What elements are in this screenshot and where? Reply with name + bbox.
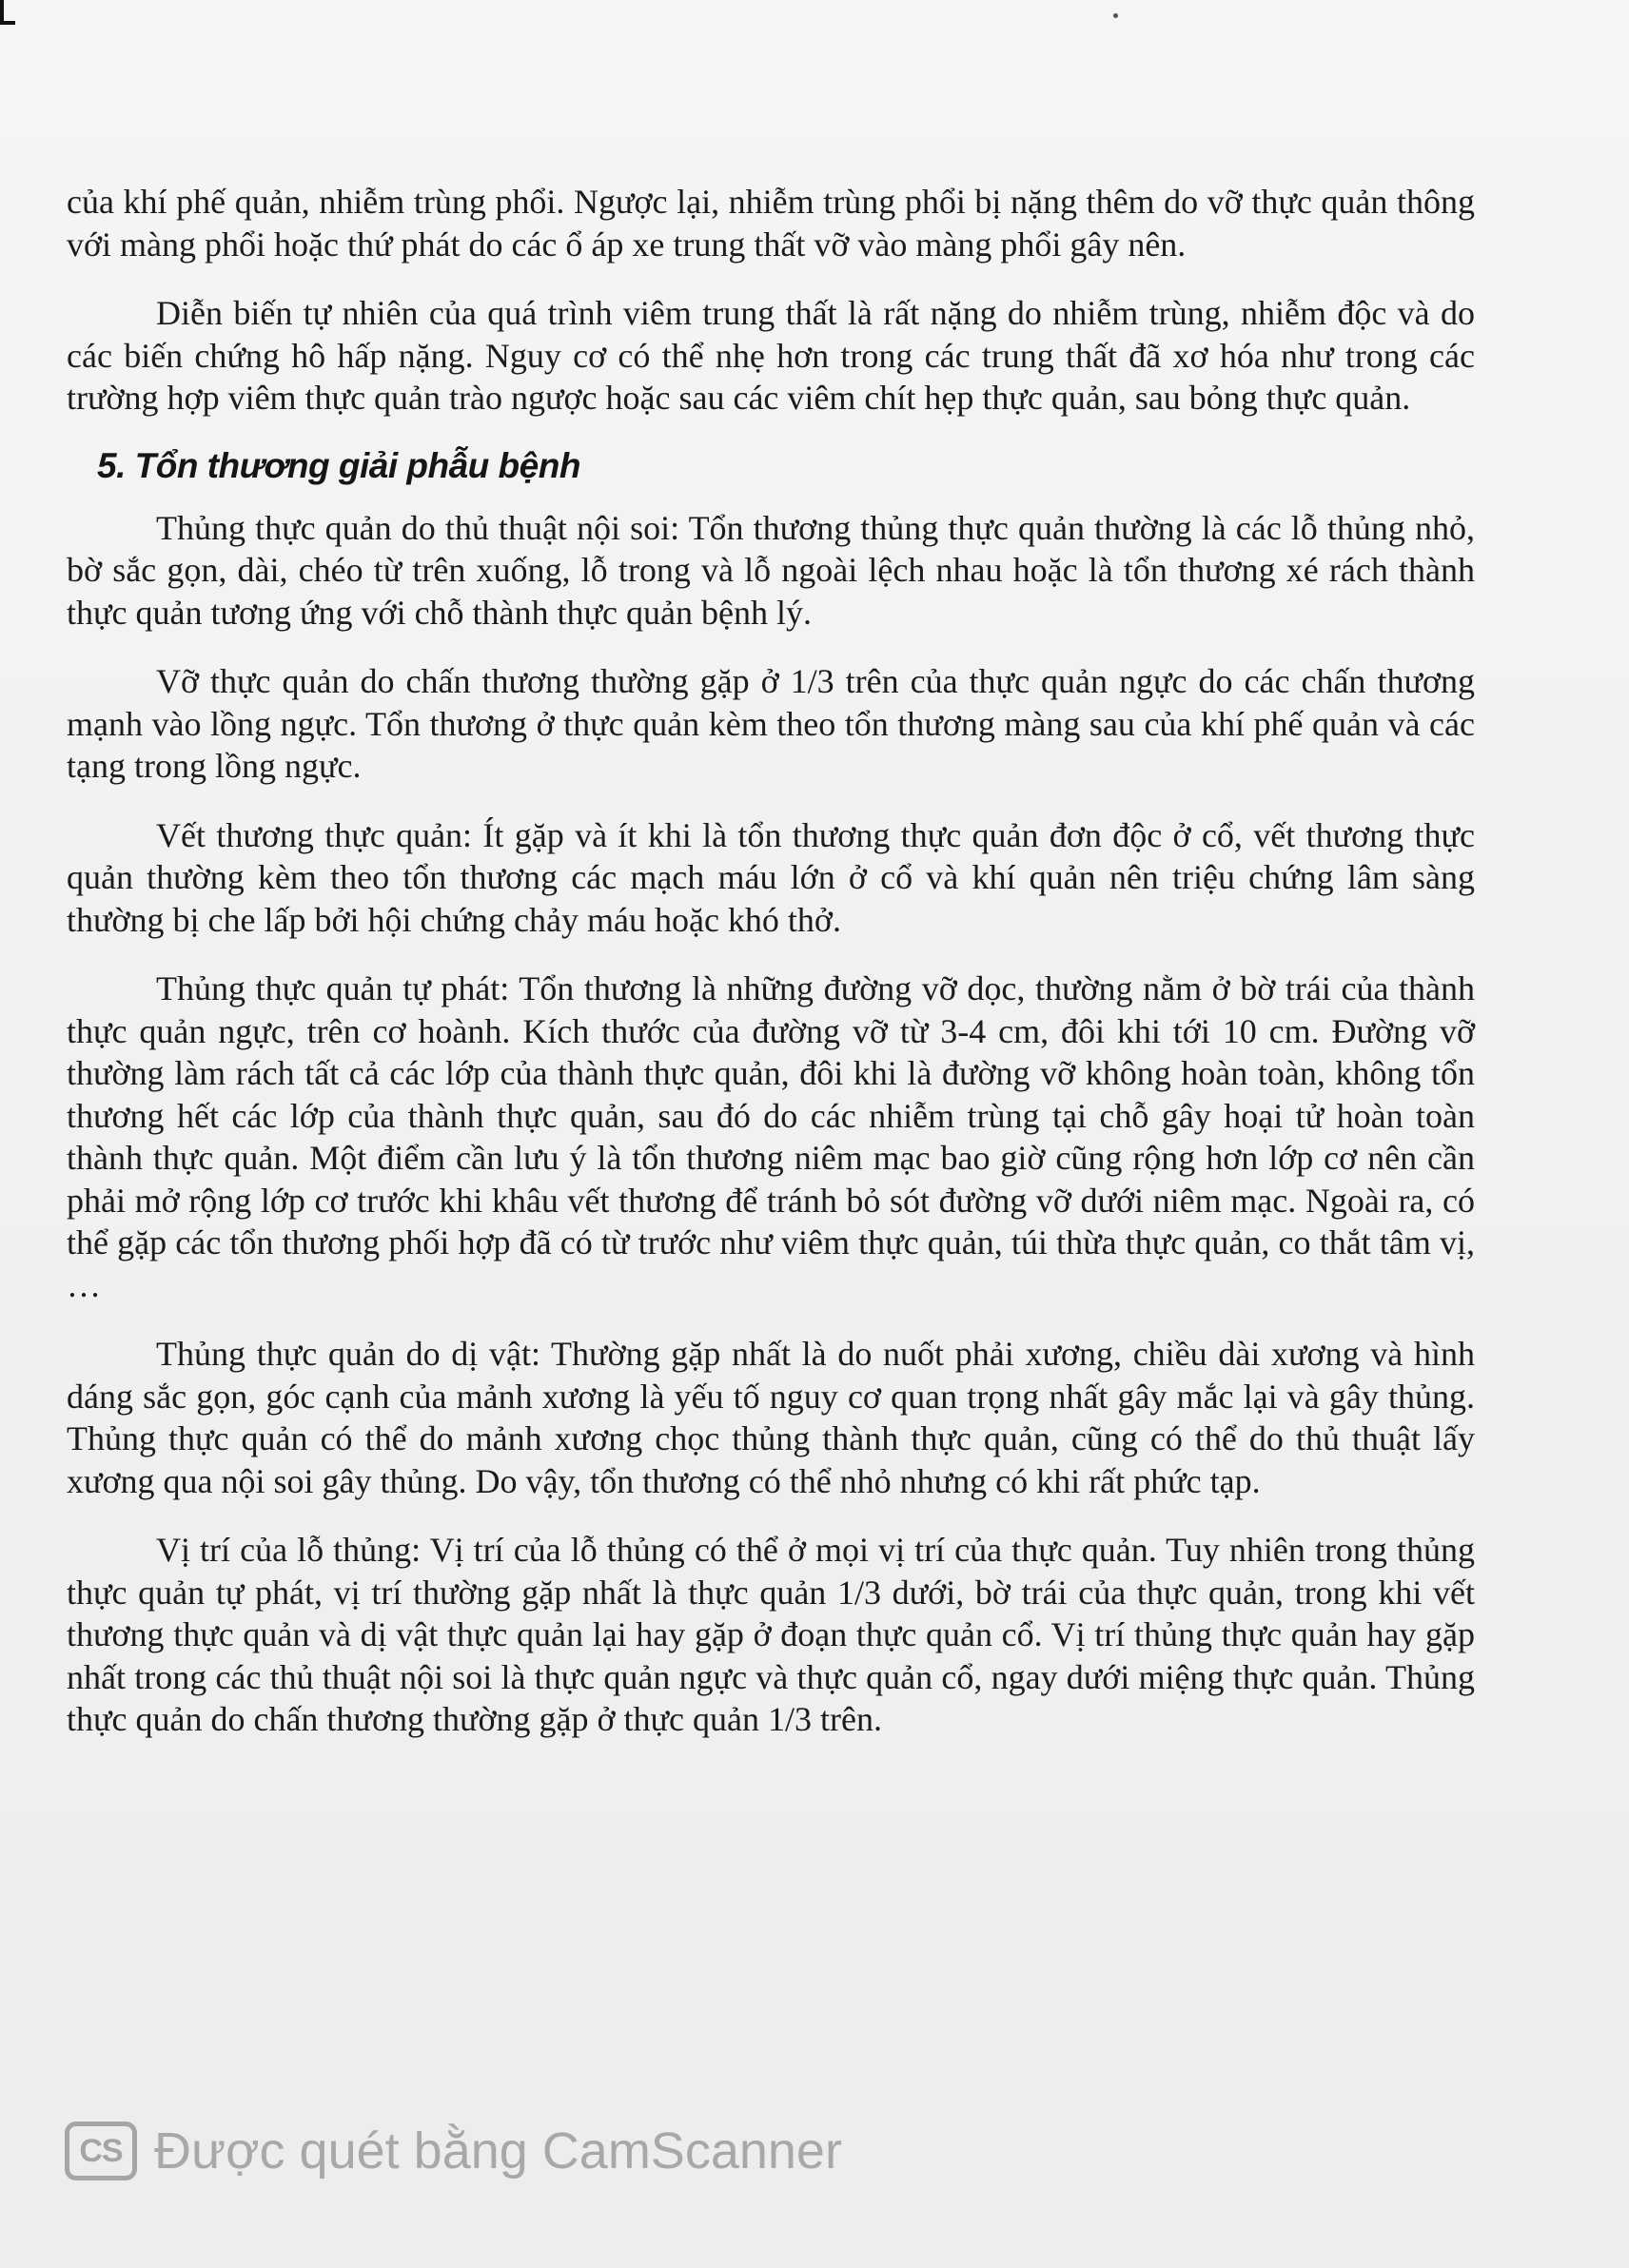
camscanner-logo-icon: CS: [65, 2121, 137, 2180]
section-heading: 5. Tổn thương giải phẫu bệnh: [97, 445, 580, 485]
paragraph-endoscopic-perforation: Thủng thực quản do thủ thuật nội soi: Tổn thương thủng thực quản thường là các lỗ thủng nhỏ, bờ sắc gọn, dài, chéo từ trên xuống, lỗ trong và lỗ ngoài lệch nhau hoặc là tổn thương xé rách thành thực quản tương ứng với chỗ thành thực quản bệnh lý.: [67, 508, 1475, 632]
page-body: [67, 181, 1475, 1768]
scan-speck: [1113, 13, 1118, 18]
paragraph-foreign-body: Thủng thực quản do dị vật: Thường gặp nhất là do nuốt phải xương, chiều dài xương và hình dáng sắc gọn, góc cạnh của mảnh xương là yếu tố nguy cơ quan trọng nhất gây mắc lại và gây thủng. Thủng thực quản có thể do mảnh xương chọc thủng thành thực quản, cũng có thể do thủ thuật lấy xương qua nội soi gây thủng. Do vậy, tổn thương có thể nhỏ nhưng có khi rất phức tạp.: [67, 1335, 1475, 1500]
paragraph-natural-course: Diễn biến tự nhiên của quá trình viêm trung thất là rất nặng do nhiễm trùng, nhiễm độc và do các biến chứng hô hấp nặng. Nguy cơ có thể nhẹ hơn trong các trung thất đã xơ hóa như trong các trường hợp viêm thực quản trào ngược hoặc sau các viêm chít hẹp thực quản, sau bỏng thực quản.: [67, 294, 1475, 417]
paragraph-perforation-location: Vị trí của lỗ thủng: Vị trí của lỗ thủng có thể ở mọi vị trí của thực quản. Tuy nhiên trong thủng thực quản tự phát, vị trí thường gặp nhất là thực quản 1/3 dưới, bờ trái của thực quản, trong khi vết thương thực quản và dị vật thực quản lại hay gặp ở đoạn thực quản cổ. Vị trí thủng thực quản hay gặp nhất trong các thủ thuật nội soi là thực quản ngực và thực quản cổ, ngay dưới miệng thực quản. Thủng thực quản do chấn thương thường gặp ở thực quản 1/3 trên.: [67, 1531, 1475, 1738]
paragraph-spontaneous-perforation: Thủng thực quản tự phát: Tổn thương là những đường vỡ dọc, thường nằm ở bờ trái của thành thực quản ngực, trên cơ hoành. Kích thước của đường vỡ từ 3-4 cm, đôi khi tới 10 cm. Đường vỡ thường làm rách tất cả các lớp của thành thực quản, đôi khi là đường vỡ không hoàn toàn, không tổn thương hết các lớp của thành thực quản, sau đó do các nhiễm trùng tại chỗ gây hoại tử hoàn toàn thành thực quản. Một điểm cần lưu ý là tổn thương niêm mạc bao giờ cũng rộng hơn lớp cơ nên cần phải mở rộng lớp cơ trước khi khâu vết thương để tránh bỏ sót đường vỡ dưới niêm mạc. Ngoài ra, có thể gặp các tổn thương phối hợp đã có từ trước như viêm thực quản, túi thừa thực quản, co thắt tâm vị, …: [67, 969, 1475, 1304]
corner-crop-mark: [0, 0, 15, 25]
paragraph-esophageal-wound: Vết thương thực quản: Ít gặp và ít khi là tổn thương thực quản đơn độc ở cổ, vết thương thực quản thường kèm theo tổn thương các mạch máu lớn ở cổ và khí quản nên triệu chứng lâm sàng thường bị che lấp bởi hội chứng chảy máu hoặc khó thở.: [67, 815, 1475, 939]
paragraph-trauma-rupture: Vỡ thực quản do chấn thương thường gặp ở 1/3 trên của thực quản ngực do các chấn thương mạnh vào lồng ngực. Tổn thương ở thực quản kèm theo tổn thương màng sau của khí phế quản và các tạng trong lồng ngực.: [67, 662, 1475, 785]
paragraph-continuation: của khí phế quản, nhiễm trùng phổi. Ngược lại, nhiễm trùng phổi bị nặng thêm do vỡ thực quản thông với màng phổi hoặc thứ phát do các ổ áp xe trung thất vỡ vào màng phổi gây nên.: [67, 183, 1475, 264]
watermark-text: Được quét bằng CamScanner: [154, 2122, 842, 2180]
camscanner-watermark: [65, 2121, 842, 2180]
